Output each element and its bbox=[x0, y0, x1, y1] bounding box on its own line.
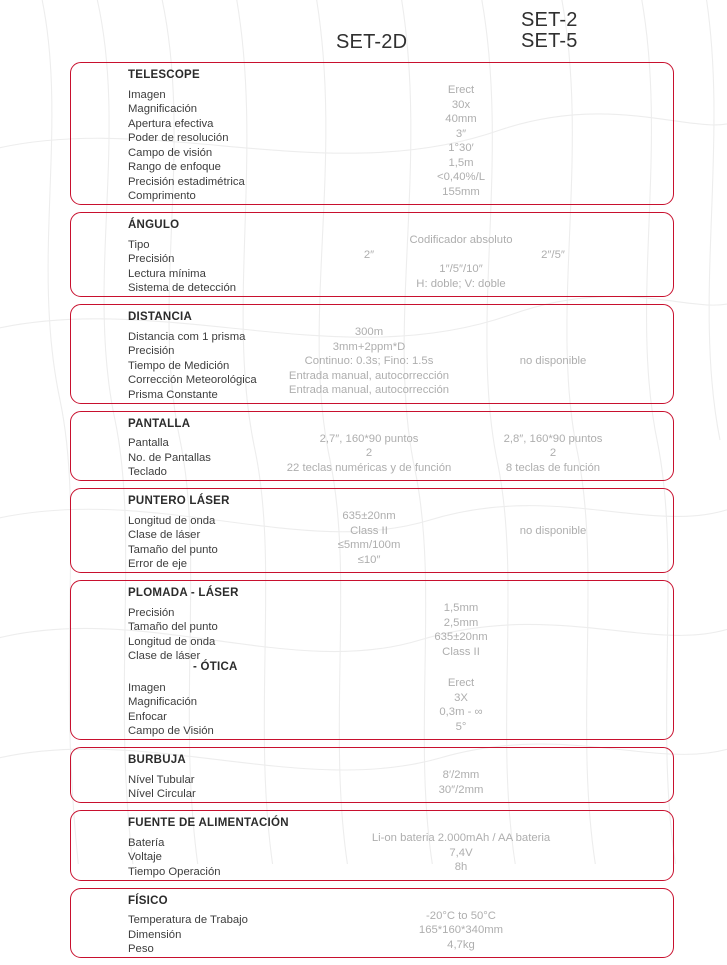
spec-row-label: Pantalla bbox=[128, 437, 169, 449]
spec-row-values bbox=[293, 553, 673, 568]
spec-row-values bbox=[293, 156, 673, 171]
spec-row-label: Imagen bbox=[128, 88, 166, 101]
spec-row-values bbox=[293, 127, 673, 142]
spec-row bbox=[71, 233, 673, 251]
spec-section-plomada-laser bbox=[70, 580, 674, 740]
spec-value-shared: 635±20nm bbox=[434, 631, 488, 643]
spec-row-label: Nível Circular bbox=[128, 788, 196, 800]
spec-row-values bbox=[293, 170, 673, 185]
spec-row-label: Precisión estadimétrica bbox=[128, 175, 245, 188]
spec-value-shared: 1″/5″/10″ bbox=[439, 263, 483, 275]
spec-value-shared: 8′/2mm bbox=[442, 769, 480, 781]
spec-value-shared: Class II bbox=[442, 645, 480, 658]
spec-value-set-2d: 22 teclas numéricas y de función bbox=[286, 461, 452, 474]
spec-row-values bbox=[286, 461, 673, 476]
spec-row-values bbox=[293, 705, 673, 720]
spec-row-label: Precisión bbox=[128, 345, 175, 357]
header bbox=[0, 0, 727, 62]
spec-value-set-2-set-5: 2 bbox=[549, 447, 557, 459]
spec-value-shared: Erect bbox=[447, 84, 475, 96]
spec-value-set-2d: 2 bbox=[365, 447, 373, 459]
spec-row-values bbox=[293, 601, 673, 616]
spec-row bbox=[71, 325, 673, 343]
spec-row-values bbox=[293, 860, 673, 875]
spec-row-label: Poder de resolución bbox=[128, 132, 229, 144]
spec-value-set-2d: 635±20nm bbox=[342, 510, 396, 522]
spec-row-label: Dimensión bbox=[128, 928, 182, 941]
spec-value-set-2d: Entrada manual, autocorrección bbox=[288, 384, 450, 396]
spec-row-values bbox=[293, 112, 673, 127]
spec-row-values bbox=[293, 248, 673, 263]
spec-row-values bbox=[293, 630, 673, 645]
spec-row-label: Campo de Visión bbox=[128, 725, 214, 737]
spec-row-values bbox=[293, 141, 673, 156]
spec-row-values bbox=[293, 83, 673, 98]
spec-row-label: Clase de láser bbox=[128, 650, 201, 662]
spec-row-values bbox=[293, 691, 673, 706]
spec-value-set-2d: Continuo: 0.3s; Fino: 1.5s bbox=[304, 355, 434, 367]
spec-value-shared: Erect bbox=[447, 677, 475, 689]
spec-value-set-2d: 300m bbox=[354, 326, 384, 338]
spec-section-telescope bbox=[70, 62, 674, 205]
spec-row-values bbox=[293, 538, 673, 553]
spec-value-set-2d: Entrada manual, autocorrección bbox=[288, 369, 450, 382]
spec-section-angulo bbox=[70, 212, 674, 297]
spec-value-shared: 165*160*340mm bbox=[418, 924, 504, 936]
spec-value-shared: 3X bbox=[454, 691, 468, 704]
spec-row-label: Precisión bbox=[128, 606, 175, 619]
section-heading: ÁNGULO bbox=[128, 219, 180, 231]
spec-value-set-2d: 2″ bbox=[363, 248, 375, 261]
spec-row-values bbox=[293, 720, 673, 735]
spec-row-values bbox=[293, 909, 673, 924]
spec-row-values bbox=[293, 783, 673, 798]
spec-row-values bbox=[293, 277, 673, 292]
spec-row-label: Lectura mínima bbox=[128, 267, 206, 280]
spec-row-label: Error de eje bbox=[128, 558, 188, 570]
spec-row-label: Peso bbox=[128, 943, 154, 955]
spec-row-values bbox=[293, 645, 673, 660]
spec-section-fisico bbox=[70, 888, 674, 959]
spec-value-shared: H: doble; V: doble bbox=[416, 277, 506, 290]
spec-value-set-2d: ≤5mm/100m bbox=[337, 539, 401, 551]
spec-row-values bbox=[293, 432, 673, 447]
spec-value-shared: Codificador absoluto bbox=[409, 234, 513, 246]
subsection-heading: - ÓTICA bbox=[193, 661, 238, 673]
spec-row-label: Magnificación bbox=[128, 103, 198, 115]
spec-row-values bbox=[293, 262, 673, 277]
spec-value-set-2d: Class II bbox=[350, 524, 388, 537]
spec-value-shared: -20°C to 50°C bbox=[426, 909, 496, 922]
spec-value-set-2-set-5: 8 teclas de función bbox=[505, 461, 601, 474]
spec-row-values bbox=[293, 768, 673, 783]
spec-value-set-2d: 3mm+2ppm*D bbox=[332, 340, 406, 353]
spec-row-label: Rango de enfoque bbox=[128, 161, 221, 173]
spec-value-shared: <0,40%/L bbox=[436, 171, 486, 183]
spec-row-label: Magnificación bbox=[128, 696, 198, 708]
spec-row-label: Tipo bbox=[128, 238, 150, 251]
model-title-group-right bbox=[521, 10, 578, 52]
spec-row-label: Clase de láser bbox=[128, 529, 201, 541]
spec-value-shared: Li-on bateria 2.000mAh / AA bateria bbox=[371, 832, 551, 844]
spec-row bbox=[71, 83, 673, 101]
spec-row-label: No. de Pantallas bbox=[128, 451, 211, 464]
spec-section-puntero-laser bbox=[70, 488, 674, 573]
spec-value-shared: 3″ bbox=[455, 127, 467, 140]
model-title-set-5: SET-5 bbox=[521, 30, 578, 52]
spec-value-shared: 1,5m bbox=[448, 156, 474, 169]
spec-row bbox=[71, 509, 673, 527]
spec-value-set-2-set-5: 2,8″, 160*90 puntos bbox=[503, 432, 603, 445]
spec-row-values bbox=[293, 509, 673, 524]
spec-row-label: Comprimento bbox=[128, 190, 196, 202]
spec-value-shared: 7,4V bbox=[449, 846, 473, 859]
spec-row-label: Nível Tubular bbox=[128, 773, 195, 786]
spec-row-label: Voltaje bbox=[128, 851, 162, 863]
spec-section-distancia bbox=[70, 304, 674, 404]
spec-row-label: Precisión bbox=[128, 253, 175, 265]
spec-row bbox=[71, 768, 673, 786]
spec-row-label: Tamaño del punto bbox=[128, 543, 218, 556]
spec-value-shared: 1°30′ bbox=[448, 142, 474, 154]
spec-row-values bbox=[293, 98, 673, 113]
spec-value-shared: 40mm bbox=[445, 113, 477, 125]
spec-row bbox=[71, 831, 673, 849]
spec-row-label: Teclado bbox=[128, 466, 167, 478]
section-heading: FÍSICO bbox=[128, 894, 168, 907]
spec-row-label: Enfocar bbox=[128, 710, 167, 723]
spec-row-label: Tiempo de Medición bbox=[128, 359, 230, 372]
spec-value-shared: 0,3m - ∞ bbox=[439, 706, 483, 718]
spec-row-values bbox=[288, 383, 673, 398]
spec-row bbox=[71, 432, 673, 447]
section-heading: PLOMADA - LÁSER bbox=[128, 587, 239, 599]
spec-row-values bbox=[293, 524, 673, 539]
spec-row bbox=[71, 601, 673, 619]
spec-row-values bbox=[293, 325, 673, 340]
section-heading: FUENTE DE ALIMENTACIÓN bbox=[128, 817, 289, 829]
spec-value-set-2d: ≤10″ bbox=[357, 553, 381, 566]
spec-row-values bbox=[293, 354, 673, 369]
section-heading: BURBUJA bbox=[128, 754, 186, 766]
spec-value-set-2d: 2,7″, 160*90 puntos bbox=[319, 432, 419, 445]
spec-row-values bbox=[293, 923, 673, 938]
spec-value-shared: 4,7kg bbox=[447, 938, 475, 951]
spec-row bbox=[71, 909, 673, 924]
spec-row-label: Prisma Constante bbox=[128, 388, 218, 401]
spec-value-set-2-set-5: 2″/5″ bbox=[541, 248, 565, 261]
spec-value-set-2-set-5: no disponible bbox=[519, 355, 587, 367]
spec-row-label: Campo de visión bbox=[128, 146, 213, 159]
spec-value-shared: 30″/2mm bbox=[438, 783, 484, 796]
spec-row-label: Distancia com 1 prisma bbox=[128, 330, 246, 343]
model-title-set-2: SET-2 bbox=[521, 9, 578, 31]
spec-row-label: Apertura efectiva bbox=[128, 117, 214, 130]
model-title-set-2d: SET-2D bbox=[336, 31, 408, 53]
spec-value-shared: 5° bbox=[455, 720, 467, 733]
section-heading: DISTANCIA bbox=[128, 311, 193, 323]
spec-row bbox=[71, 676, 673, 694]
spec-row-label: Temperatura de Trabajo bbox=[128, 914, 248, 926]
spec-row-label: Tiempo Operación bbox=[128, 865, 221, 878]
spec-row-label: Longitud de onda bbox=[128, 514, 216, 527]
spec-row-label: Batería bbox=[128, 836, 165, 849]
spec-row-values bbox=[293, 233, 673, 248]
spec-row-values bbox=[293, 185, 673, 200]
spec-row-values bbox=[288, 369, 673, 384]
spec-value-set-2-set-5: no disponible bbox=[519, 524, 587, 537]
spec-value-shared: 8h bbox=[454, 861, 468, 873]
spec-value-shared: 2,5mm bbox=[443, 616, 479, 629]
spec-row-values bbox=[293, 831, 673, 846]
section-heading: PANTALLA bbox=[128, 417, 191, 430]
spec-row-values bbox=[293, 446, 673, 461]
spec-value-shared: 30x bbox=[451, 98, 471, 111]
spec-row-values bbox=[293, 938, 673, 953]
spec-value-shared: 1,5mm bbox=[443, 602, 479, 614]
spec-section-pantalla bbox=[70, 411, 674, 482]
spec-row-label: Imagen bbox=[128, 681, 166, 694]
spec-row-values bbox=[293, 616, 673, 631]
spec-row-values bbox=[293, 676, 673, 691]
section-heading: PUNTERO LÁSER bbox=[128, 495, 230, 507]
spec-value-shared: 155mm bbox=[442, 185, 480, 198]
spec-section-fuente-de-alimentacion bbox=[70, 810, 674, 881]
spec-row-label: Corrección Meteorológica bbox=[128, 374, 257, 386]
spec-row-label: Sistema de detección bbox=[128, 282, 237, 294]
spec-row-values bbox=[293, 846, 673, 861]
section-heading: TELESCOPE bbox=[128, 69, 200, 81]
spec-row-label: Longitud de onda bbox=[128, 635, 216, 648]
spec-section-burbuja bbox=[70, 747, 674, 803]
spec-row-label: Tamaño del punto bbox=[128, 621, 218, 633]
spec-sections bbox=[70, 62, 674, 965]
spec-row-values bbox=[293, 340, 673, 355]
